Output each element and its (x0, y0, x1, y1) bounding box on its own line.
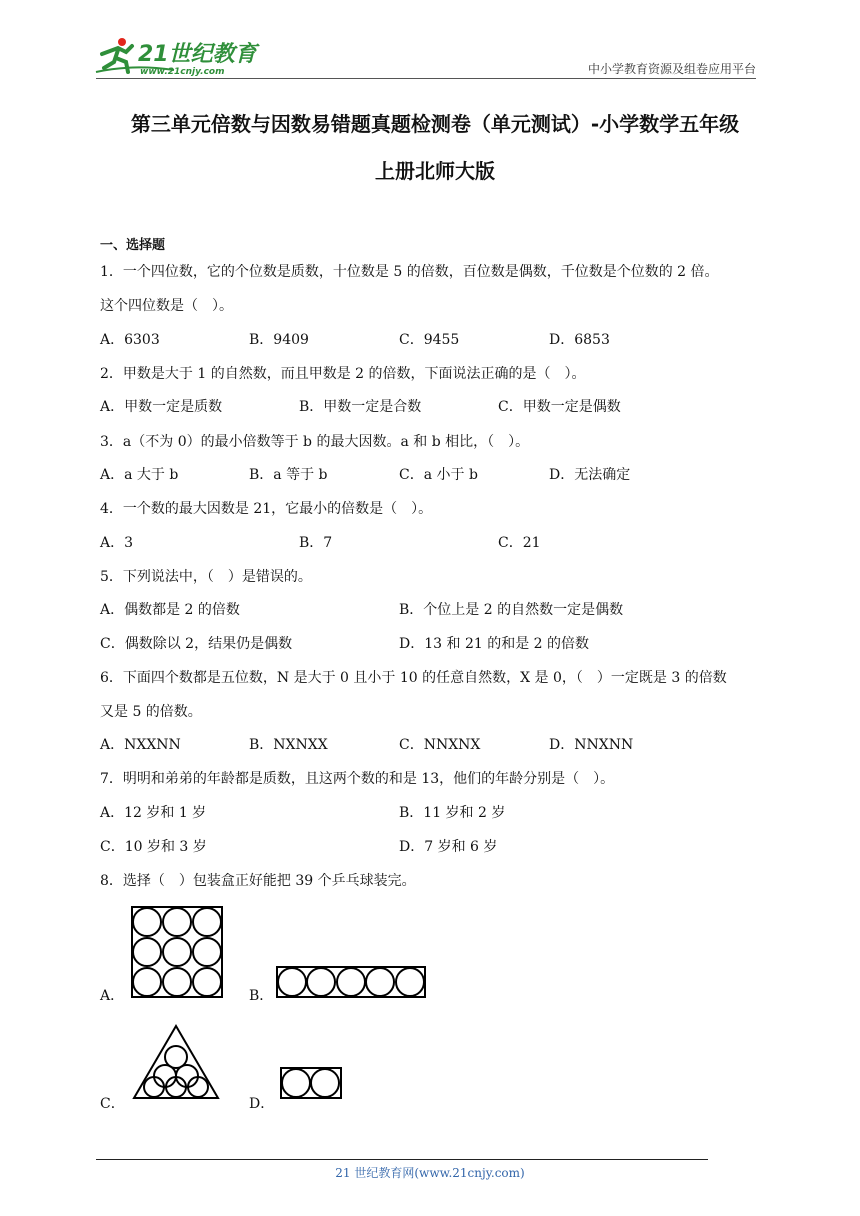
q7-option-d[interactable]: D．7 岁和 6 岁 (399, 839, 498, 855)
q7-option-a[interactable]: A．12 岁和 1 岁 (100, 805, 207, 821)
footer-divider (96, 1159, 708, 1160)
q5-option-d[interactable]: D．13 和 21 的和是 2 的倍数 (399, 636, 590, 652)
q6-option-a[interactable]: A．NXXNN (100, 737, 181, 753)
q3-option-d[interactable]: D．无法确定 (549, 467, 631, 483)
question-7-stem: 7．明明和弟弟的年龄都是质数，且这两个数的和是 13，他们的年龄分别是（ ）。 (100, 771, 615, 787)
section-heading: 一、选择题 (100, 238, 166, 253)
svg-text:21世纪教育: 21世纪教育 (138, 42, 257, 67)
box-3x3-circles-figure (131, 906, 223, 998)
footer-text[interactable]: 21 世纪教育网(www.21cnjy.com) (335, 1166, 525, 1180)
q8-option-b[interactable]: B． (249, 988, 274, 1004)
svg-text:www.21cnjy.com: www.21cnjy.com (140, 67, 225, 77)
site-logo (92, 34, 262, 78)
q2-option-b[interactable]: B．甲数一定是合数 (299, 399, 422, 415)
q6-option-d[interactable]: D．NNXNN (549, 737, 634, 753)
q1-option-c[interactable]: C．9455 (399, 332, 460, 348)
q8-option-a[interactable]: A． (100, 988, 125, 1004)
q7-option-b[interactable]: B．11 岁和 2 岁 (399, 805, 506, 821)
q6-option-b[interactable]: B．NXNXX (249, 737, 328, 753)
question-6-stem: 6．下面四个数都是五位数，N 是大于 0 且小于 10 的任意自然数，X 是 0，（ ）一定既是 3 的倍数 (100, 670, 727, 686)
q3-option-b[interactable]: B．a 等于 b (249, 467, 328, 483)
box-1x2-circles-figure (280, 1067, 342, 1099)
q4-option-c[interactable]: C．21 (498, 535, 541, 551)
page-title-line2: 上册北师大版 (375, 159, 495, 183)
q4-option-a[interactable]: A．3 (100, 535, 134, 551)
q3-option-c[interactable]: C．a 小于 b (399, 467, 478, 483)
header-divider (96, 78, 756, 79)
q2-option-c[interactable]: C．甲数一定是偶数 (498, 399, 621, 415)
question-3-stem: 3．a（不为 0）的最小倍数等于 b 的最大因数。a 和 b 相比，（ ）。 (100, 434, 530, 450)
q7-option-c[interactable]: C．10 岁和 3 岁 (100, 839, 207, 855)
question-6-stem-cont: 又是 5 的倍数。 (100, 704, 202, 720)
q5-option-a[interactable]: A．偶数都是 2 的倍数 (100, 602, 240, 618)
box-1x5-circles-figure (276, 966, 426, 998)
page-title-line1: 第三单元倍数与因数易错题真题检测卷（单元测试）-小学数学五年级 (130, 112, 740, 136)
logo-graphic (92, 34, 262, 78)
q5-option-b[interactable]: B．个位上是 2 的自然数一定是偶数 (399, 602, 624, 618)
question-4-stem: 4．一个数的最大因数是 21，它最小的倍数是（ ）。 (100, 501, 433, 517)
question-8-stem: 8．选择（ ）包装盒正好能把 39 个乒乓球装完。 (100, 873, 416, 889)
q8-option-c[interactable]: C． (100, 1096, 125, 1112)
q1-option-d[interactable]: D．6853 (549, 332, 610, 348)
q1-option-a[interactable]: A．6303 (100, 332, 160, 348)
q4-option-b[interactable]: B．7 (299, 535, 333, 551)
q5-option-c[interactable]: C．偶数除以 2，结果仍是偶数 (100, 636, 293, 652)
q8-option-d[interactable]: D． (249, 1096, 275, 1112)
triangle-circles-figure (132, 1024, 220, 1100)
q3-option-a[interactable]: A．a 大于 b (100, 467, 179, 483)
q6-option-c[interactable]: C．NNXNX (399, 737, 481, 753)
q1-option-b[interactable]: B．9409 (249, 332, 309, 348)
question-1-stem: 1．一个四位数，它的个位数是质数，十位数是 5 的倍数，百位数是偶数，千位数是个位数的 2 倍。 (100, 264, 719, 280)
platform-name: 中小学教育资源及组卷应用平台 (587, 62, 756, 76)
question-2-stem: 2．甲数是大于 1 的自然数，而且甲数是 2 的倍数，下面说法正确的是（ ）。 (100, 366, 586, 382)
page-header (0, 0, 860, 80)
question-5-stem: 5．下列说法中，（ ）是错误的。 (100, 569, 312, 585)
q2-option-a[interactable]: A．甲数一定是质数 (100, 399, 223, 415)
question-1-stem-cont: 这个四位数是（ ）。 (100, 298, 233, 314)
